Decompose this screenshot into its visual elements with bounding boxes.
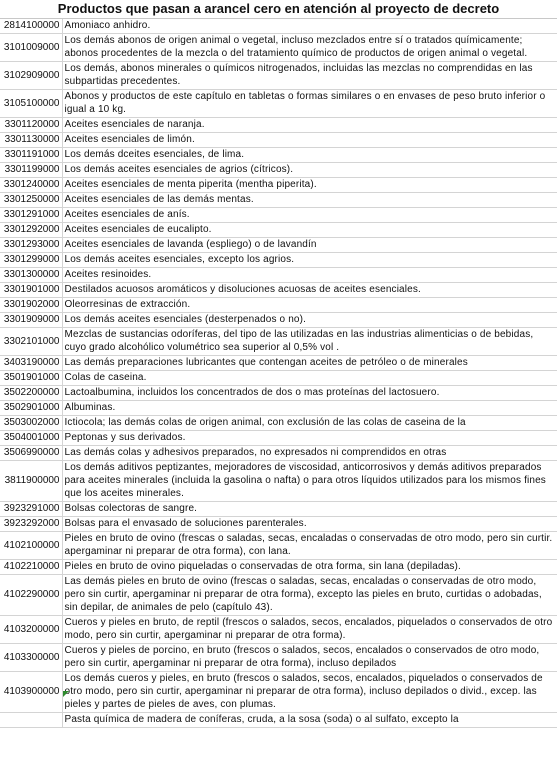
table-row[interactable]: [0, 416, 557, 431]
tariff-code-cell[interactable]: 3301902000: [0, 298, 62, 313]
product-description-cell[interactable]: Pieles en bruto de ovino piqueladas o conservadas de otra forma, sin lana (depiladas).: [62, 560, 557, 575]
table-row[interactable]: [0, 313, 557, 328]
product-description-cell[interactable]: Bolsas para el envasado de soluciones parenterales.: [62, 517, 557, 532]
tariff-code-cell[interactable]: 3502901000: [0, 401, 62, 416]
product-description-cell[interactable]: Ictiocola; las demás colas de origen animal, con exclusión de las colas de caseina de la: [62, 416, 557, 431]
tariff-code-cell[interactable]: 3301191000: [0, 148, 62, 163]
table-row[interactable]: [0, 356, 557, 371]
table-row[interactable]: [0, 328, 557, 356]
table-row[interactable]: [0, 532, 557, 560]
table-row[interactable]: [0, 644, 557, 672]
tariff-code-cell[interactable]: 4102210000: [0, 560, 62, 575]
product-description-cell[interactable]: Los demás aceites esenciales de agrios (cítricos).: [62, 163, 557, 178]
tariff-code-cell[interactable]: 3301293000: [0, 238, 62, 253]
table-row[interactable]: [0, 672, 557, 713]
tariff-code-cell[interactable]: 3811900000: [0, 461, 62, 502]
tariff-code-cell[interactable]: 4103200000: [0, 616, 62, 644]
tariff-code-cell[interactable]: 3923291000: [0, 502, 62, 517]
tariff-code-cell[interactable]: 3301250000: [0, 193, 62, 208]
tariff-code-cell[interactable]: 3301300000: [0, 268, 62, 283]
product-description-cell[interactable]: Aceites esenciales de lavanda (espliego) o de lavandín: [62, 238, 557, 253]
product-description-cell[interactable]: Los demás aditivos peptizantes, mejoradores de viscosidad, anticorrosivos y demás aditivos preparados para aceites minerales (incluida la gasolina o nafta) o para otros líquidos utilizados para los mismos fines que los aceites minerales.: [62, 461, 557, 502]
table-row[interactable]: [0, 401, 557, 416]
product-description-cell[interactable]: Los demás, abonos minerales o químicos nitrogenados, incluidas las mezclas no comprendidas en las subpartidas precedentes.: [62, 62, 557, 90]
product-description-cell[interactable]: Destilados acuosos aromáticos y disoluciones acuosas de aceites esenciales.: [62, 283, 557, 298]
table-row[interactable]: [0, 713, 557, 728]
table-row[interactable]: [0, 253, 557, 268]
table-row[interactable]: [0, 118, 557, 133]
tariff-code-cell[interactable]: 4102290000: [0, 575, 62, 616]
tariff-code-cell[interactable]: 3506990000: [0, 446, 62, 461]
product-description-cell[interactable]: Aceites esenciales de menta piperita (mentha piperita).: [62, 178, 557, 193]
table-row[interactable]: [0, 193, 557, 208]
table-row[interactable]: [0, 223, 557, 238]
table-body: [0, 19, 557, 728]
tariff-code-cell[interactable]: 3403190000: [0, 356, 62, 371]
product-description-cell[interactable]: Peptonas y sus derivados.: [62, 431, 557, 446]
table-row[interactable]: [0, 298, 557, 313]
tariff-code-cell[interactable]: 4102100000: [0, 532, 62, 560]
product-description-cell[interactable]: Amoniaco anhidro.: [62, 19, 557, 34]
product-description-cell[interactable]: Las demás colas y adhesivos preparados, no expresados ni comprendidos en otras: [62, 446, 557, 461]
table-row[interactable]: [0, 208, 557, 223]
table-row[interactable]: [0, 461, 557, 502]
product-description-cell[interactable]: Aceites esenciales de anís.: [62, 208, 557, 223]
tariff-code-cell[interactable]: 3502200000: [0, 386, 62, 401]
tariff-code-cell[interactable]: 3503002000: [0, 416, 62, 431]
product-description-cell[interactable]: Abonos y productos de este capítulo en tabletas o formas similares o en envases de peso bruto inferior o igual a 10 kg.: [62, 90, 557, 118]
product-description-cell[interactable]: Mezclas de sustancias odoríferas, del tipo de las utilizadas en las industrias alimenticias o de bebidas, cuyo grado alcohólico volumétrico sea superior al 0,5% vol .: [62, 328, 557, 356]
tariff-code-cell[interactable]: 3301299000: [0, 253, 62, 268]
product-description-cell[interactable]: Las demás preparaciones lubricantes que contengan aceites de petróleo o de minerales: [62, 356, 557, 371]
table-row[interactable]: [0, 163, 557, 178]
product-description-cell[interactable]: Oleorresinas de extracción.: [62, 298, 557, 313]
tariff-code-cell[interactable]: 3504001000: [0, 431, 62, 446]
product-description-cell[interactable]: Bolsas colectoras de sangre.: [62, 502, 557, 517]
table-row[interactable]: [0, 268, 557, 283]
cell-comment-marker: [63, 691, 69, 697]
tariff-code-cell[interactable]: 3302101000: [0, 328, 62, 356]
table-row[interactable]: [0, 371, 557, 386]
product-description-cell[interactable]: Cueros y pieles en bruto, de reptil (frescos o salados, secos, encalados, piquelados o conservados de otro modo, pero sin curtir, apergaminar ni preparar de otra forma).: [62, 616, 557, 644]
table-row[interactable]: [0, 133, 557, 148]
product-description-cell[interactable]: Aceites esenciales de limón.: [62, 133, 557, 148]
product-description-cell[interactable]: Pieles en bruto de ovino (frescas o saladas, secas, encaladas o conservadas de otro modo, pero sin curtir. apergaminar ni preparar de otra forma), con lana.: [62, 532, 557, 560]
product-description-cell[interactable]: Los demás dceites esenciales, de lima.: [62, 148, 557, 163]
table-row[interactable]: [0, 34, 557, 62]
tariff-code-cell[interactable]: 4103900000: [0, 672, 62, 713]
tariff-code-cell[interactable]: 4103300000: [0, 644, 62, 672]
tariff-code-cell[interactable]: 3301292000: [0, 223, 62, 238]
tariff-code-cell[interactable]: 3923292000: [0, 517, 62, 532]
tariff-code-cell[interactable]: 3301199000: [0, 163, 62, 178]
product-description-cell[interactable]: Lactoalbumina, incluidos los concentrados de dos o mas proteínas del lactosuero.: [62, 386, 557, 401]
product-description-cell[interactable]: Aceites esenciales de las demás mentas.: [62, 193, 557, 208]
tariff-code-cell[interactable]: 3301909000: [0, 313, 62, 328]
tariff-code-cell[interactable]: 3301120000: [0, 118, 62, 133]
tariff-code-cell[interactable]: 3301901000: [0, 283, 62, 298]
product-description-cell[interactable]: Los demás aceites esenciales (desterpenados o no).: [62, 313, 557, 328]
tariff-code-cell[interactable]: 3301130000: [0, 133, 62, 148]
tariff-code-cell[interactable]: 2814100000: [0, 19, 62, 34]
product-description-cell[interactable]: Aceites esenciales de naranja.: [62, 118, 557, 133]
tariff-table: [0, 19, 557, 728]
tariff-code-cell[interactable]: 3301240000: [0, 178, 62, 193]
table-row[interactable]: [0, 616, 557, 644]
tariff-code-cell[interactable]: 3301291000: [0, 208, 62, 223]
tariff-code-cell[interactable]: 3101009000: [0, 34, 62, 62]
product-description-cell[interactable]: Aceites esenciales de eucalipto.: [62, 223, 557, 238]
product-description-cell[interactable]: Las demás pieles en bruto de ovino (frescas o saladas, secas, encaladas o conservadas de otro modo, pero sin curtir, apergaminar ni preparar de otra forma), excepto las pieles en bruto, curtidas o adobadas, sin depilar, de animales de pelo (capítulo 43).: [62, 575, 557, 616]
tariff-code-cell[interactable]: [0, 713, 62, 728]
table-row[interactable]: [0, 283, 557, 298]
table-row[interactable]: [0, 517, 557, 532]
product-description-cell[interactable]: Los demás cueros y pieles, en bruto (frescos o salados, secos, encalados, piquelados o conservados de otro modo, pero sin curtir, apergaminar ni preparar de otra forma), incluso depilados o divid., excep. las pieles y partes de pieles de aves, con plumas.: [62, 672, 557, 713]
table-row[interactable]: [0, 502, 557, 517]
table-row[interactable]: [0, 148, 557, 163]
table-row[interactable]: [0, 19, 557, 34]
product-description-cell[interactable]: Aceites resinoides.: [62, 268, 557, 283]
tariff-code-cell[interactable]: 3105100000: [0, 90, 62, 118]
table-row[interactable]: [0, 90, 557, 118]
table-row[interactable]: [0, 431, 557, 446]
product-description-cell[interactable]: Albuminas.: [62, 401, 557, 416]
product-description-cell[interactable]: Los demás abonos de origen animal o vegetal, incluso mezclados entre sí o tratados químicamente; abonos procedentes de la mezcla o del tratamiento químico de productos de origen animal o vegetal.: [62, 34, 557, 62]
product-description-cell[interactable]: Pasta química de madera de coníferas, cruda, a la sosa (soda) o al sulfato, excepto la: [62, 713, 557, 728]
product-description-cell[interactable]: Cueros y pieles de porcino, en bruto (frescos o salados, secos, encalados o conservados de otro modo, pero sin curtir, apergaminar ni preparar de otra forma), incluso depilados: [62, 644, 557, 672]
table-row[interactable]: [0, 178, 557, 193]
table-row[interactable]: [0, 575, 557, 616]
sheet-title: Productos que pasan a arancel cero en atención al proyecto de decreto: [0, 0, 557, 19]
table-row[interactable]: [0, 560, 557, 575]
product-description-cell[interactable]: Colas de caseina.: [62, 371, 557, 386]
tariff-code-cell[interactable]: 3102909000: [0, 62, 62, 90]
table-row[interactable]: [0, 386, 557, 401]
table-row[interactable]: [0, 62, 557, 90]
table-row[interactable]: [0, 238, 557, 253]
tariff-code-cell[interactable]: 3501901000: [0, 371, 62, 386]
table-row[interactable]: [0, 446, 557, 461]
product-description-cell[interactable]: Los demás aceites esenciales, excepto los agrios.: [62, 253, 557, 268]
